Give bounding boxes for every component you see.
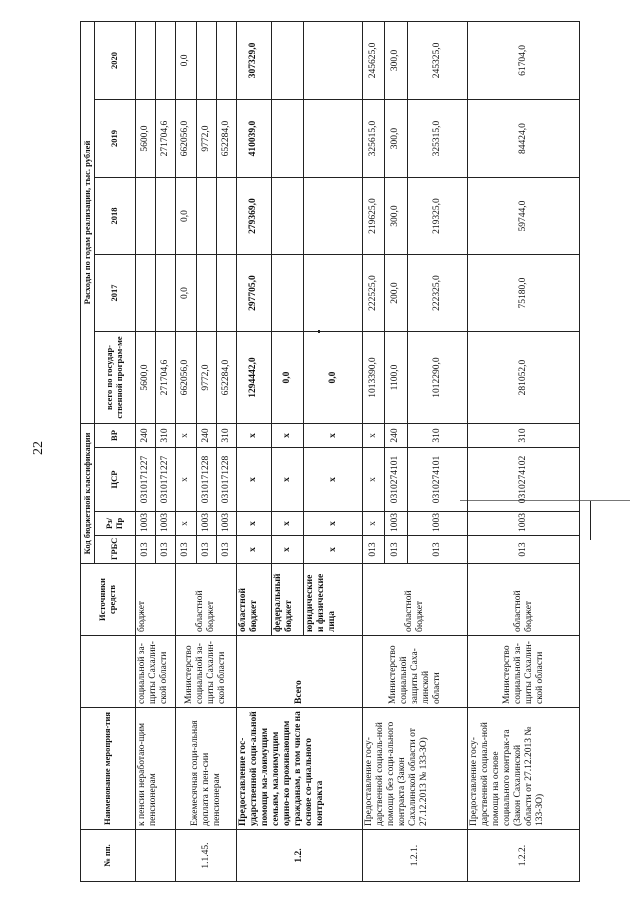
cell-vr: x <box>176 424 196 448</box>
header-grbs: ГРБС <box>95 536 136 564</box>
cell-vr: x <box>237 424 271 448</box>
cell-grbs: 013 <box>468 536 580 564</box>
cell-2018 <box>271 178 303 255</box>
row-executor: Министерство социальной защиты Саха-линской области <box>362 636 467 708</box>
cell-rzpr: 1003 <box>135 512 155 536</box>
header-code-group: Код бюджетной классификации <box>81 424 95 564</box>
cell-2019: 325315,0 <box>407 100 468 178</box>
cell-2020: 307329,0 <box>237 21 271 99</box>
cell-total: 281052,0 <box>468 332 580 424</box>
cell-rzpr: 1003 <box>385 512 407 536</box>
row-source: федеральный бюджет <box>271 564 303 636</box>
header-expenses-group: Расходы по годам реализации, тыс. рублей <box>81 21 95 423</box>
cell-2018 <box>304 178 363 255</box>
cell-2019: 84424,0 <box>468 100 580 178</box>
cell-2017: 222325,0 <box>407 255 468 332</box>
header-vr: ВР <box>95 424 136 448</box>
table-row <box>362 21 384 881</box>
cell-2018 <box>216 178 236 255</box>
row-source: областной бюджет <box>237 564 271 636</box>
cell-total: 1294442,0 <box>237 332 271 424</box>
header-csr: ЦСР <box>95 448 136 512</box>
cell-rzpr: x <box>237 512 271 536</box>
cell-2017: 200,0 <box>385 255 407 332</box>
table-row <box>468 21 580 881</box>
cell-2020: 0,0 <box>176 21 196 99</box>
cell-2019: 325615,0 <box>362 100 384 178</box>
row-name: Предоставление гос-ударственной соци-альной помощи ма-лоимущим семьям, малоимущим одино-ко проживающим гражданам, в том числе на основе со-циального контракта <box>237 708 363 830</box>
cell-csr: 0310171227 <box>135 448 155 512</box>
row-num: 1.2.2. <box>468 830 580 882</box>
cell-csr: x <box>176 448 196 512</box>
row-num: 1.1.45. <box>176 830 237 882</box>
cell-csr: 0310274101 <box>385 448 407 512</box>
cell-2020: 300,0 <box>385 21 407 99</box>
cell-2020 <box>216 21 236 99</box>
cell-rzpr: 1003 <box>216 512 236 536</box>
cell-csr: 0310171228 <box>196 448 216 512</box>
row-executor: Министерство социальной за-щиты Сахалин-ской области <box>468 636 580 708</box>
cell-2019: 9772,0 <box>196 100 216 178</box>
cell-2018: 219325,0 <box>407 178 468 255</box>
row-name: Ежемесячная соци-альная доплата к пен-сии пенсионерам <box>176 708 237 830</box>
cell-vr: 240 <box>385 424 407 448</box>
cell-2019: 410039,0 <box>237 100 271 178</box>
row-executor: Министерство социальной за-щиты Сахалин-ской области <box>176 636 237 708</box>
row-num <box>135 830 176 882</box>
cell-2020: 245625,0 <box>362 21 384 99</box>
cell-2020 <box>156 21 176 99</box>
cell-2017: 222525,0 <box>362 255 384 332</box>
cell-2019 <box>304 100 363 178</box>
row-executor: социальной за-щиты Сахалин-ской области <box>135 636 176 708</box>
row-source: бюджет <box>135 564 176 636</box>
cell-total: 1013390,0 <box>362 332 384 424</box>
header-year: 2017 <box>95 255 136 332</box>
cell-2017 <box>216 255 236 332</box>
header-year: 2019 <box>95 100 136 178</box>
cell-csr: 0310274101 <box>407 448 468 512</box>
cell-2020: 245325,0 <box>407 21 468 99</box>
row-num: 1.2. <box>237 830 363 882</box>
cell-vr: x <box>362 424 384 448</box>
cell-2018 <box>196 178 216 255</box>
cell-2018: 300,0 <box>385 178 407 255</box>
cell-csr: 0310274102 <box>468 448 580 512</box>
cell-2020 <box>271 21 303 99</box>
cell-2018: 219625,0 <box>362 178 384 255</box>
cell-grbs: 013 <box>385 536 407 564</box>
cell-rzpr: x <box>362 512 384 536</box>
cell-csr: x <box>271 448 303 512</box>
table-row <box>176 21 196 881</box>
cell-rzpr: 1003 <box>468 512 580 536</box>
cell-grbs: 013 <box>176 536 196 564</box>
row-name: Предоставление госу-дарственной социаль-ной помощи на основе социального контрак-та (Закон Сахалинской области от 27.12.2013 № 133-ЗО) <box>468 708 580 830</box>
cell-2017 <box>196 255 216 332</box>
row-source: областной бюджет <box>362 564 467 636</box>
cell-grbs: 013 <box>156 536 176 564</box>
row-name: к пенсии нерaботаю-щим пенсионерам <box>135 708 176 830</box>
cell-total: 1100,0 <box>385 332 407 424</box>
row-source: юридические и физические лица <box>304 564 363 636</box>
cell-total: 271704,6 <box>156 332 176 424</box>
cell-2019: 5600,0 <box>135 100 155 178</box>
cell-2020: 61704,0 <box>468 21 580 99</box>
cell-vr: 310 <box>216 424 236 448</box>
cell-csr: 0310171227 <box>156 448 176 512</box>
cell-csr: x <box>362 448 384 512</box>
header-name: Наименование мероприя-тия <box>81 708 136 830</box>
cell-2019: 300,0 <box>385 100 407 178</box>
cell-vr: 310 <box>407 424 468 448</box>
cell-2018: 0,0 <box>176 178 196 255</box>
cell-vr: 310 <box>156 424 176 448</box>
cell-grbs: x <box>271 536 303 564</box>
cell-2018 <box>135 178 155 255</box>
header-num: № пп. <box>81 830 136 882</box>
cell-grbs: 013 <box>362 536 384 564</box>
cell-total: 1012290,0 <box>407 332 468 424</box>
cell-2020 <box>135 21 155 99</box>
row-name: Предоставление госу-дарственной социаль-ной помощи без соци-ального контракта (Закон Сахалинской области от 27.12.2013 № 133-ЗО) <box>362 708 467 830</box>
cell-2017 <box>271 255 303 332</box>
cell-2017: 75180,0 <box>468 255 580 332</box>
cell-csr: 0310171228 <box>216 448 236 512</box>
cell-rzpr: 1003 <box>196 512 216 536</box>
page-number: 22 <box>31 441 46 455</box>
cell-rzpr: x <box>304 512 363 536</box>
cell-vr: x <box>304 424 363 448</box>
cell-rzpr: x <box>176 512 196 536</box>
header-source: Источники средств <box>81 564 136 636</box>
cell-vr: 310 <box>468 424 580 448</box>
table-row <box>135 21 155 881</box>
cell-total: 652284,0 <box>216 332 236 424</box>
row-source: областной бюджет <box>468 564 580 636</box>
cell-total: 0,0 <box>304 332 363 424</box>
header-rzpr: Рз/Пр <box>95 512 136 536</box>
table-row <box>237 21 271 881</box>
cell-2019: 652284,0 <box>216 100 236 178</box>
cell-grbs: 013 <box>135 536 155 564</box>
cell-rzpr: 1003 <box>156 512 176 536</box>
cell-2020 <box>196 21 216 99</box>
cell-total: 0,0 <box>271 332 303 424</box>
cell-2019 <box>271 100 303 178</box>
row-executor: Всего <box>237 636 363 708</box>
header-executor <box>81 636 136 708</box>
cell-2017: 297705,0 <box>237 255 271 332</box>
cell-total: 9772,0 <box>196 332 216 424</box>
scan-mark <box>590 500 591 540</box>
cell-total: 662056,0 <box>176 332 196 424</box>
cell-2017 <box>135 255 155 332</box>
cell-grbs: x <box>304 536 363 564</box>
cell-csr: x <box>237 448 271 512</box>
header-year: 2018 <box>95 178 136 255</box>
row-source: областной бюджет <box>176 564 237 636</box>
cell-2017 <box>304 255 363 332</box>
cell-grbs: 013 <box>407 536 468 564</box>
cell-2018: 279369,0 <box>237 178 271 255</box>
cell-2017: 0,0 <box>176 255 196 332</box>
cell-grbs: 013 <box>196 536 216 564</box>
cell-2019: 271704,6 <box>156 100 176 178</box>
rotated-table-container <box>80 22 580 882</box>
cell-grbs: 013 <box>216 536 236 564</box>
cell-csr: x <box>304 448 363 512</box>
header-total: всего по государ-ственной програм-ме <box>95 332 136 424</box>
cell-vr: 240 <box>135 424 155 448</box>
cell-rzpr: 1003 <box>407 512 468 536</box>
cell-2018 <box>156 178 176 255</box>
cell-2019: 662056,0 <box>176 100 196 178</box>
cell-vr: x <box>271 424 303 448</box>
cell-grbs: x <box>237 536 271 564</box>
row-num: 1.2.1. <box>362 830 467 882</box>
cell-2020 <box>304 21 363 99</box>
header-year: 2020 <box>95 21 136 99</box>
cell-vr: 240 <box>196 424 216 448</box>
budget-table <box>80 21 580 882</box>
cell-2018: 59744,0 <box>468 178 580 255</box>
cell-total: 5600,0 <box>135 332 155 424</box>
cell-rzpr: x <box>271 512 303 536</box>
cell-2017 <box>156 255 176 332</box>
